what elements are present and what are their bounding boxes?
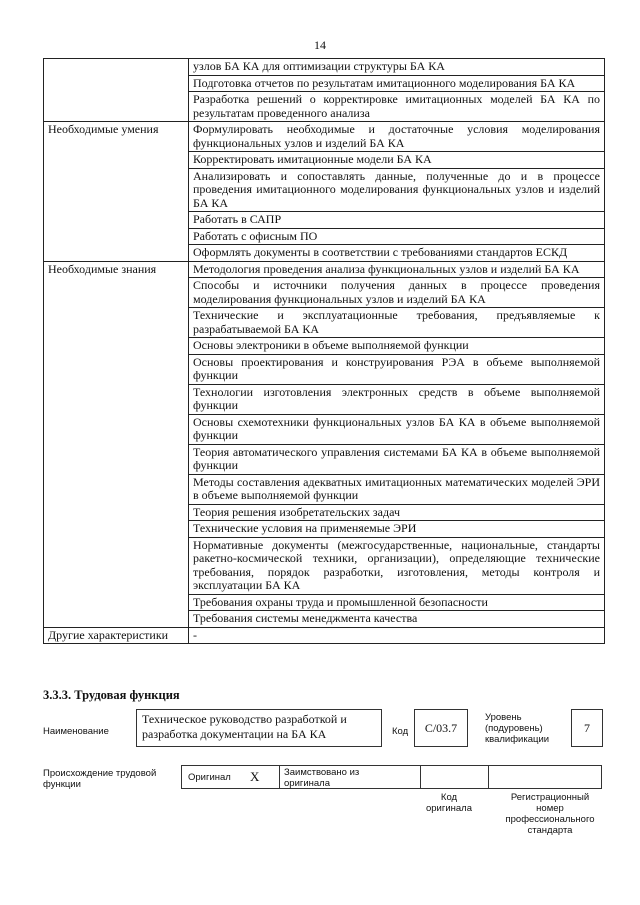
row-label: Необходимые знания	[44, 261, 189, 627]
row-item: Формулировать необходимые и достаточные условия моделирования функциональных узлов и изделий БА КА	[189, 122, 605, 152]
row-item: Технические условия на применяемые ЭРИ	[189, 521, 605, 538]
row-item: Методы составления адекватных имитационных математических моделей ЭРИ в объеме выполняемой функции	[189, 474, 605, 504]
row-item: -	[189, 627, 605, 644]
level-label: Уровень (подуровень) квалификации	[485, 712, 550, 745]
original-label: Оригинал	[188, 771, 231, 783]
cell-divider	[420, 766, 421, 788]
row-item: Теория решения изобретательских задач	[189, 504, 605, 521]
row-item: узлов БА КА для оптимизации структуры БА КА	[189, 59, 605, 76]
row-label	[44, 59, 189, 122]
code-original-label: Код оригинала	[425, 792, 472, 814]
origin-table	[181, 765, 602, 789]
row-item: Способы и источники получения данных в процессе проведения моделирования функциональных узлов и изделий БА КА	[189, 278, 605, 308]
table-row	[44, 627, 605, 644]
row-label: Другие характеристики	[44, 627, 189, 644]
competency-table	[43, 58, 605, 644]
row-label: Необходимые умения	[44, 122, 189, 262]
function-name-field: Техническое руководство разработкой и разработка документации на БА КА	[136, 709, 382, 747]
row-item: Корректировать имитационные модели БА КА	[189, 152, 605, 169]
row-item: Оформлять документы в соответствии с требованиями стандартов ЕСКД	[189, 245, 605, 262]
row-item: Работать в САПР	[189, 212, 605, 229]
reg-number-label: Регистрационный номер профессионального стандарта	[505, 792, 595, 836]
original-mark: X	[250, 769, 260, 784]
row-item: Подготовка отчетов по результатам имитационного моделирования БА КА	[189, 75, 605, 92]
level-field: 7	[571, 709, 603, 747]
row-item: Технологии изготовления электронных средств в объеме выполняемой функции	[189, 384, 605, 414]
row-item: Основы схемотехники функциональных узлов БА КА в объеме выполняемой функции	[189, 414, 605, 444]
origin-label: Происхождение трудовой функции	[43, 768, 157, 790]
row-item: Требования системы менеджмента качества	[189, 611, 605, 628]
table-row	[44, 122, 605, 152]
row-item: Теория автоматического управления системами БА КА в объеме выполняемой функции	[189, 444, 605, 474]
row-item: Основы электроники в объеме выполняемой функции	[189, 338, 605, 355]
row-item: Нормативные документы (межгосударственные, национальные, стандарты ракетно-космической техники, организации), определяющие технические требования, порядок разработки, изготовления, методы контроля и эксплуатации БА КА	[189, 537, 605, 594]
row-item: Разработка решений о корректировке имитационных моделей БА КА по результатам проведенного анализа	[189, 92, 605, 122]
row-item: Основы проектирования и конструирования РЭА в объеме выполняемой функции	[189, 354, 605, 384]
row-item: Технические и эксплуатационные требования, предъявляемые к разрабатываемой БА КА	[189, 308, 605, 338]
page-number: 14	[314, 38, 326, 52]
section-title: 3.3.3. Трудовая функция	[43, 688, 180, 702]
row-item: Методология проведения анализа функциональных узлов и изделий БА КА	[189, 261, 605, 278]
cell-divider	[488, 766, 489, 788]
cell-divider	[279, 766, 280, 788]
table-row	[44, 261, 605, 278]
table-row	[44, 59, 605, 76]
row-item: Работать с офисным ПО	[189, 228, 605, 245]
code-field: С/03.7	[414, 709, 468, 747]
borrowed-label: Заимствовано из оригинала	[284, 767, 360, 789]
name-label: Наименование	[43, 725, 109, 737]
code-label: Код	[392, 725, 409, 737]
row-item: Анализировать и сопоставлять данные, полученные до и в процессе проведения имитационного моделирования функциональных узлов и изделий БА КА	[189, 168, 605, 212]
row-item: Требования охраны труда и промышленной безопасности	[189, 594, 605, 611]
